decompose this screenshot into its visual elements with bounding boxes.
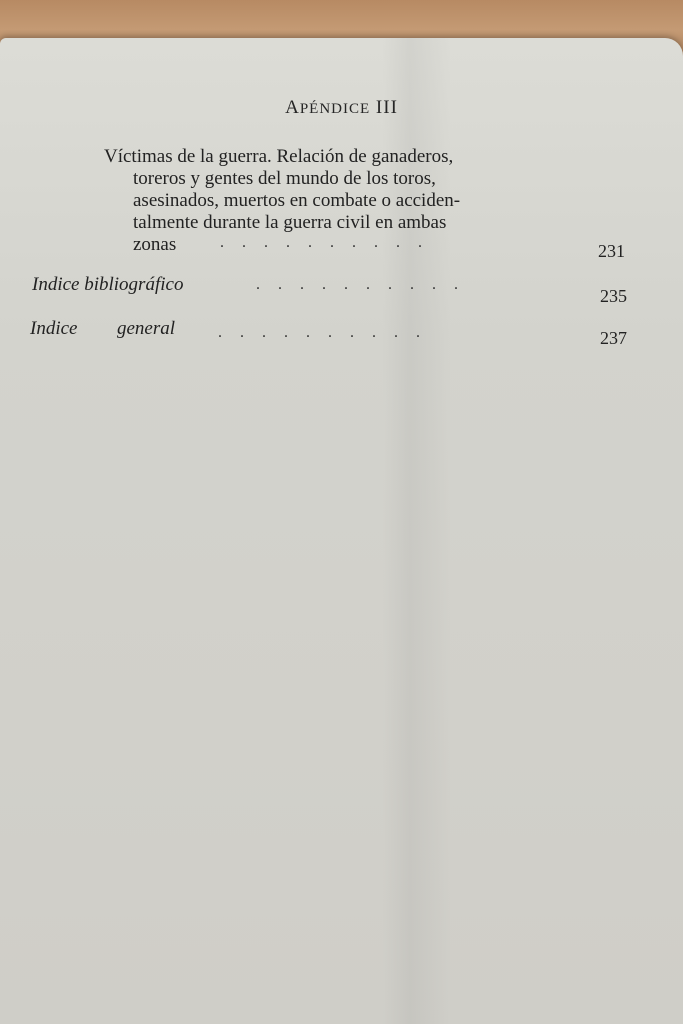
appendix-heading-roman: III <box>375 97 398 118</box>
toc-leader-dots: . . . . . . . . . . <box>220 234 429 251</box>
toc-entry-title: Indice bibliográfico <box>32 274 184 295</box>
toc-page-number: 231 <box>598 241 625 261</box>
toc-entry-line-2: toreros y gentes del mundo de los toros, <box>133 168 436 189</box>
toc-leader-dots: . . . . . . . . . . <box>256 276 465 293</box>
toc-entry-line-5: zonas <box>133 234 177 255</box>
toc-entry-line-1: Víctimas de la guerra. Relación de ganaderos, <box>104 146 454 167</box>
toc-entry-title-word-1: Indice <box>30 318 78 339</box>
appendix-heading-initial: A <box>285 97 300 118</box>
toc-entry-line-3: asesinados, muertos en combate o acciden- <box>133 190 461 211</box>
toc-page-number: 235 <box>600 286 627 306</box>
toc-leader-dots: . . . . . . . . . . <box>218 324 427 341</box>
toc-entry-title-word-2: general <box>117 318 176 339</box>
toc-entry-line-4: talmente durante la guerra civil en ambas <box>133 212 447 233</box>
appendix-heading-rest: PÉNDICE <box>299 101 371 117</box>
toc-page-number: 237 <box>600 328 627 348</box>
book-page <box>0 38 683 1024</box>
